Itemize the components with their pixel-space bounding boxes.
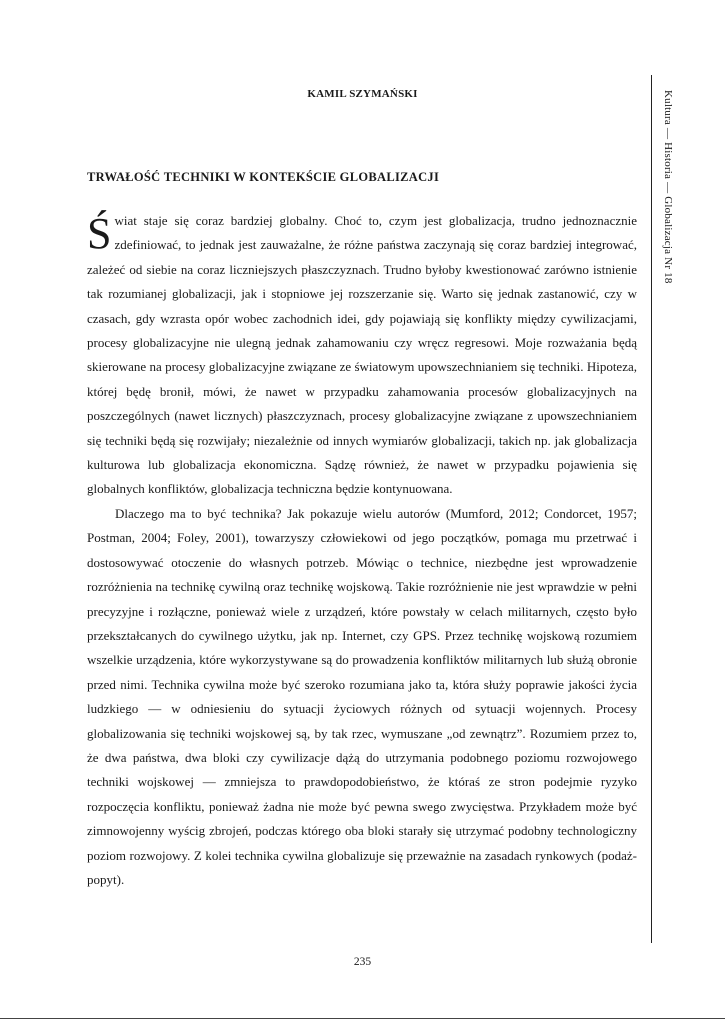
- page-number: 235: [353, 956, 372, 968]
- author-name: KAMIL SZYMAŃSKI: [307, 88, 418, 100]
- side-divider: [651, 75, 652, 943]
- article-title: TRWAŁOŚĆ TECHNIKI W KONTEKŚCIE GLOBALIZACJI: [87, 170, 440, 184]
- drop-cap: Ś: [87, 209, 112, 258]
- paragraph-2: Dlaczego ma to być technika? Jak pokazuje wielu autorów (Mumford, 2012; Condorcet, 1957; Postman, 2004; Foley, 2001), towarzyszy człowiekowi od jego początków, pomaga mu przetrwać i dostosowywać otoczenie do własnych potrzeb. Mówiąc o technice, niezbędne jest wprowadzenie rozróżnienia na technikę cywilną oraz technikę wojskową. Takie rozróżnienie nie jest wprawdzie w pełni precyzyjne i rozłączne, ponieważ wiele z urządzeń, które powstały w celach militarnych, często było przekształcanych do cywilnego użytku, jak np. Internet, czy GPS. Przez technikę wojskową rozumiem wszelkie urządzenia, które wykorzystywane są do prowadzenia konfliktów militarnych lub służą obronie przed nimi. Technika cywilna może być szeroko rozumiana jako ta, która służy poprawie jakości życia ludzkiego — w odniesieniu do sytuacji życiowych różnych od sytuacji wojennych. Procesy globalizowania się techniki wojskowej są, by tak rzec, wymuszane „od zewnątrz”. Rozumiem przez to, że dwa państwa, dwa bloki czy cywilizacje dążą do utrzymania podobnego poziomu rozwojowego techniki wojskowej — zmniejsza to prawdopodobieństwo, że któraś ze stron podejmie ryzyko rozpoczęcia konfliktu, ponieważ żadna nie może być pewna swego zwycięstwa. Przykładem może być zimnowojenny wyścig zbrojeń, podczas którego oba bloki starały się utrzymać podobny technologiczny poziom rozwojowy. Z kolei technika cywilna globalizuje się przeważnie na zasadach rynkowych (podaż-popyt).: [87, 505, 637, 887]
- running-header: Kultura — Historia — Globalizacja Nr 18: [662, 90, 674, 284]
- paragraph-1: [87, 209, 637, 502]
- bottom-divider: [0, 1018, 725, 1019]
- paragraph-1-text: wiat staje się coraz bardziej globalny. Choć to, czym jest globalizacja, trudno jednoznacznie zdefiniować, to jednak jest zauważalne, że różne państwa zaczynają się coraz bardziej integrować, zależeć od siebie na coraz liczniejszych płaszczyznach. Trudno byłoby kwestionować zarówno istnienie tak rozumianej globalizacji, jak i stopniowe jej rozszerzanie się. Warto się jednak zastanowić, czy w czasach, gdy wzrasta opór wobec zachodnich idei, gdy pojawiają się konflikty między cywilizacjami, procesy globalizacyjne nie ulegną jednak zahamowaniu czy wręcz regresowi. Moje rozważania będą skierowane na procesy globalizacyjne związane ze światowym upowszechnianiem się techniki. Hipoteza, której będę bronił, mówi, że nawet w przypadku zahamowania procesów globalizacyjnych na poszczególnych (nawet licznych) płaszczyznach, procesy globalizacyjne związane z upowszechnianiem się techniki będą się rozwijały; niezależnie od innych wymiarów globalizacji, takich np. jak globalizacja kulturowa lub globalizacja ekonomiczna. Sądzę również, że nawet w przypadku pojawienia się globalnych konfliktów, globalizacja techniczna będzie kontynuowana.: [87, 213, 637, 497]
- article-body: [87, 209, 637, 892]
